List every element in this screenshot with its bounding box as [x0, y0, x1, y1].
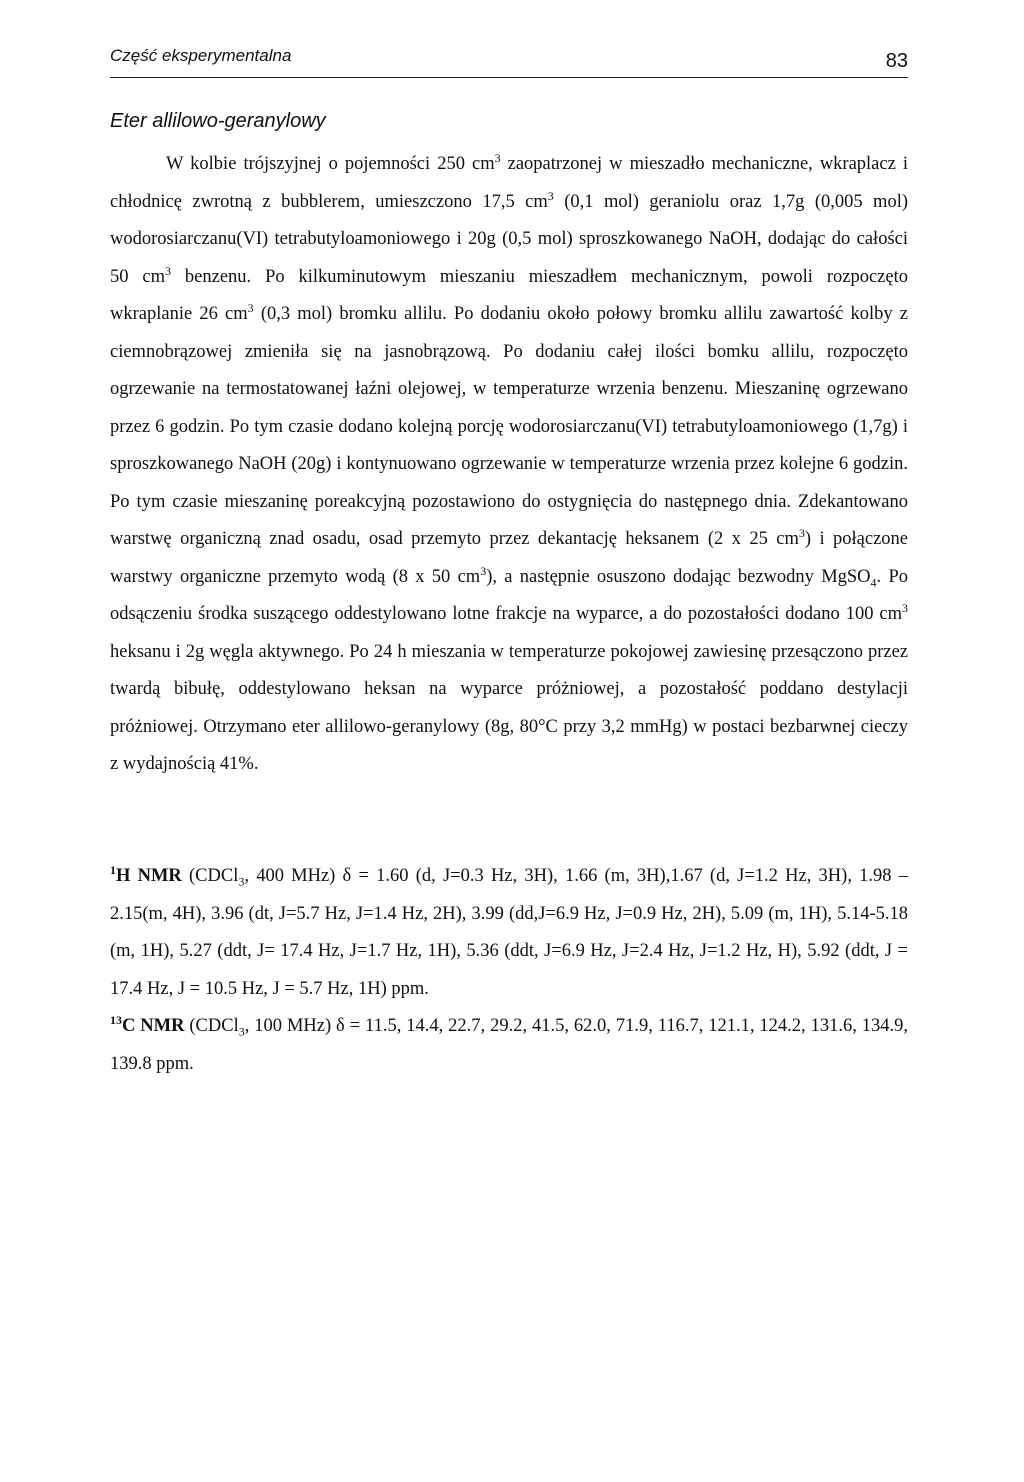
nmr-data [110, 858, 908, 1083]
h-nmr-paragraph: $^1$H NMR (CDCl$_3$, 400 MHz) δ = 1.60 (d, J=0.3 Hz, 3H), 1.66 (m, 3H),1.67 (d, J=1.2 Hz, 3H), 1.98 –2.15(m, 4H), 3.96 (dt, J=5.7 Hz, J=1.4 Hz, 2H), 3.99 (dd,J=6.9 Hz, J=0.9 Hz, 2H), 5.09 (m, 1H), 5.14-5.18 (m, 1H), 5.27 (ddt, J= 17.4 Hz, J=1.7 Hz, 1H), 5.36 (ddt, J=6.9 Hz, J=2.4 Hz, J=1.2 Hz, H), 5.92 (ddt, J = 17.4 Hz, J = 10.5 Hz, J = 5.7 Hz, 1H) ppm. [110, 862, 908, 999]
document-page [110, 0, 908, 1482]
running-header [110, 46, 908, 72]
section-title: Eter allilowo-geranylowy [110, 110, 326, 132]
page-number: 83 [885, 50, 908, 72]
procedure-paragraph: W kolbie trójszyjnej o pojemności 250 $cm^3$ zaopatrzonej w mieszadło mechaniczne, wkraplacz i chłodnicę zwrotną z bubblerem, umieszczono 17,5 $cm^3$ (0,1 mol) geraniolu oraz 1,7g (0,005 mol) wodorosiarczanu(VI) tetrabutyloamoniowego i 20g (0,5 mol) sproszkowanego NaOH, dodając do całości 50 $cm^3$ benzenu. Po kilkuminutowym mieszaniu mieszadłem mechanicznym, powoli rozpoczęto wkraplanie 26 $cm^3$ (0,3 mol) bromku allilu. Po dodaniu około połowy bromku allilu zawartość kolby z ciemnobrązowej zmieniła się na jasnobrązową. Po dodaniu całej ilości bomku allilu, rozpoczęto ogrzewanie na termostatowanej łaźni olejowej, w temperaturze wrzenia benzenu. Mieszaninę ogrzewano przez 6 godzin. Po tym czasie dodano kolejną porcję wodorosiarczanu(VI) tetrabutyloamoniowego (1,7g) i sproszkowanego NaOH (20g) i kontynuowano ogrzewanie w temperaturze wrzenia przez kolejne 6 godzin. Po tym czasie mieszaninę poreakcyjną pozostawiono do ostygnięcia do następnego dnia. Zdekantowano warstwę organiczną znad osadu, osad przemyto przez dekantację heksanem (2 x 25 $cm^3$) i połączone warstwy organiczne przemyto wodą (8 x 50 $cm^3$), a następnie osuszono dodając bezwodny MgSO$_4$. Po odsączeniu środka suszącego oddestylowano lotne frakcje na wyparce, a do pozostałości dodano 100 $cm^3$ heksanu i 2g węgla aktywnego. Po 24 h mieszania w temperaturze pokojowej zawiesinę przesączono przez twardą bibułę, oddestylowano heksan na wyparce próżniowej, a pozostałość poddano destylacji próżniowej. Otrzymano eter allilowo-geranylowy (8g, 80°C przy 3,2 mmHg) w postaci bezbarwnej cieczy z wydajnością 41%. [110, 150, 909, 774]
c-nmr-paragraph: $^{13}$C NMR (CDCl$_3$, 100 MHz) δ = 11.5, 14.4, 22.7, 29.2, 41.5, 62.0, 71.9, 116.7, 121.1, 124.2, 131.6, 134.9, 139.8 ppm. [110, 1012, 908, 1074]
procedure-text [110, 146, 908, 784]
header-rule [110, 77, 908, 78]
chapter-title: Część eksperymentalna [110, 46, 292, 65]
